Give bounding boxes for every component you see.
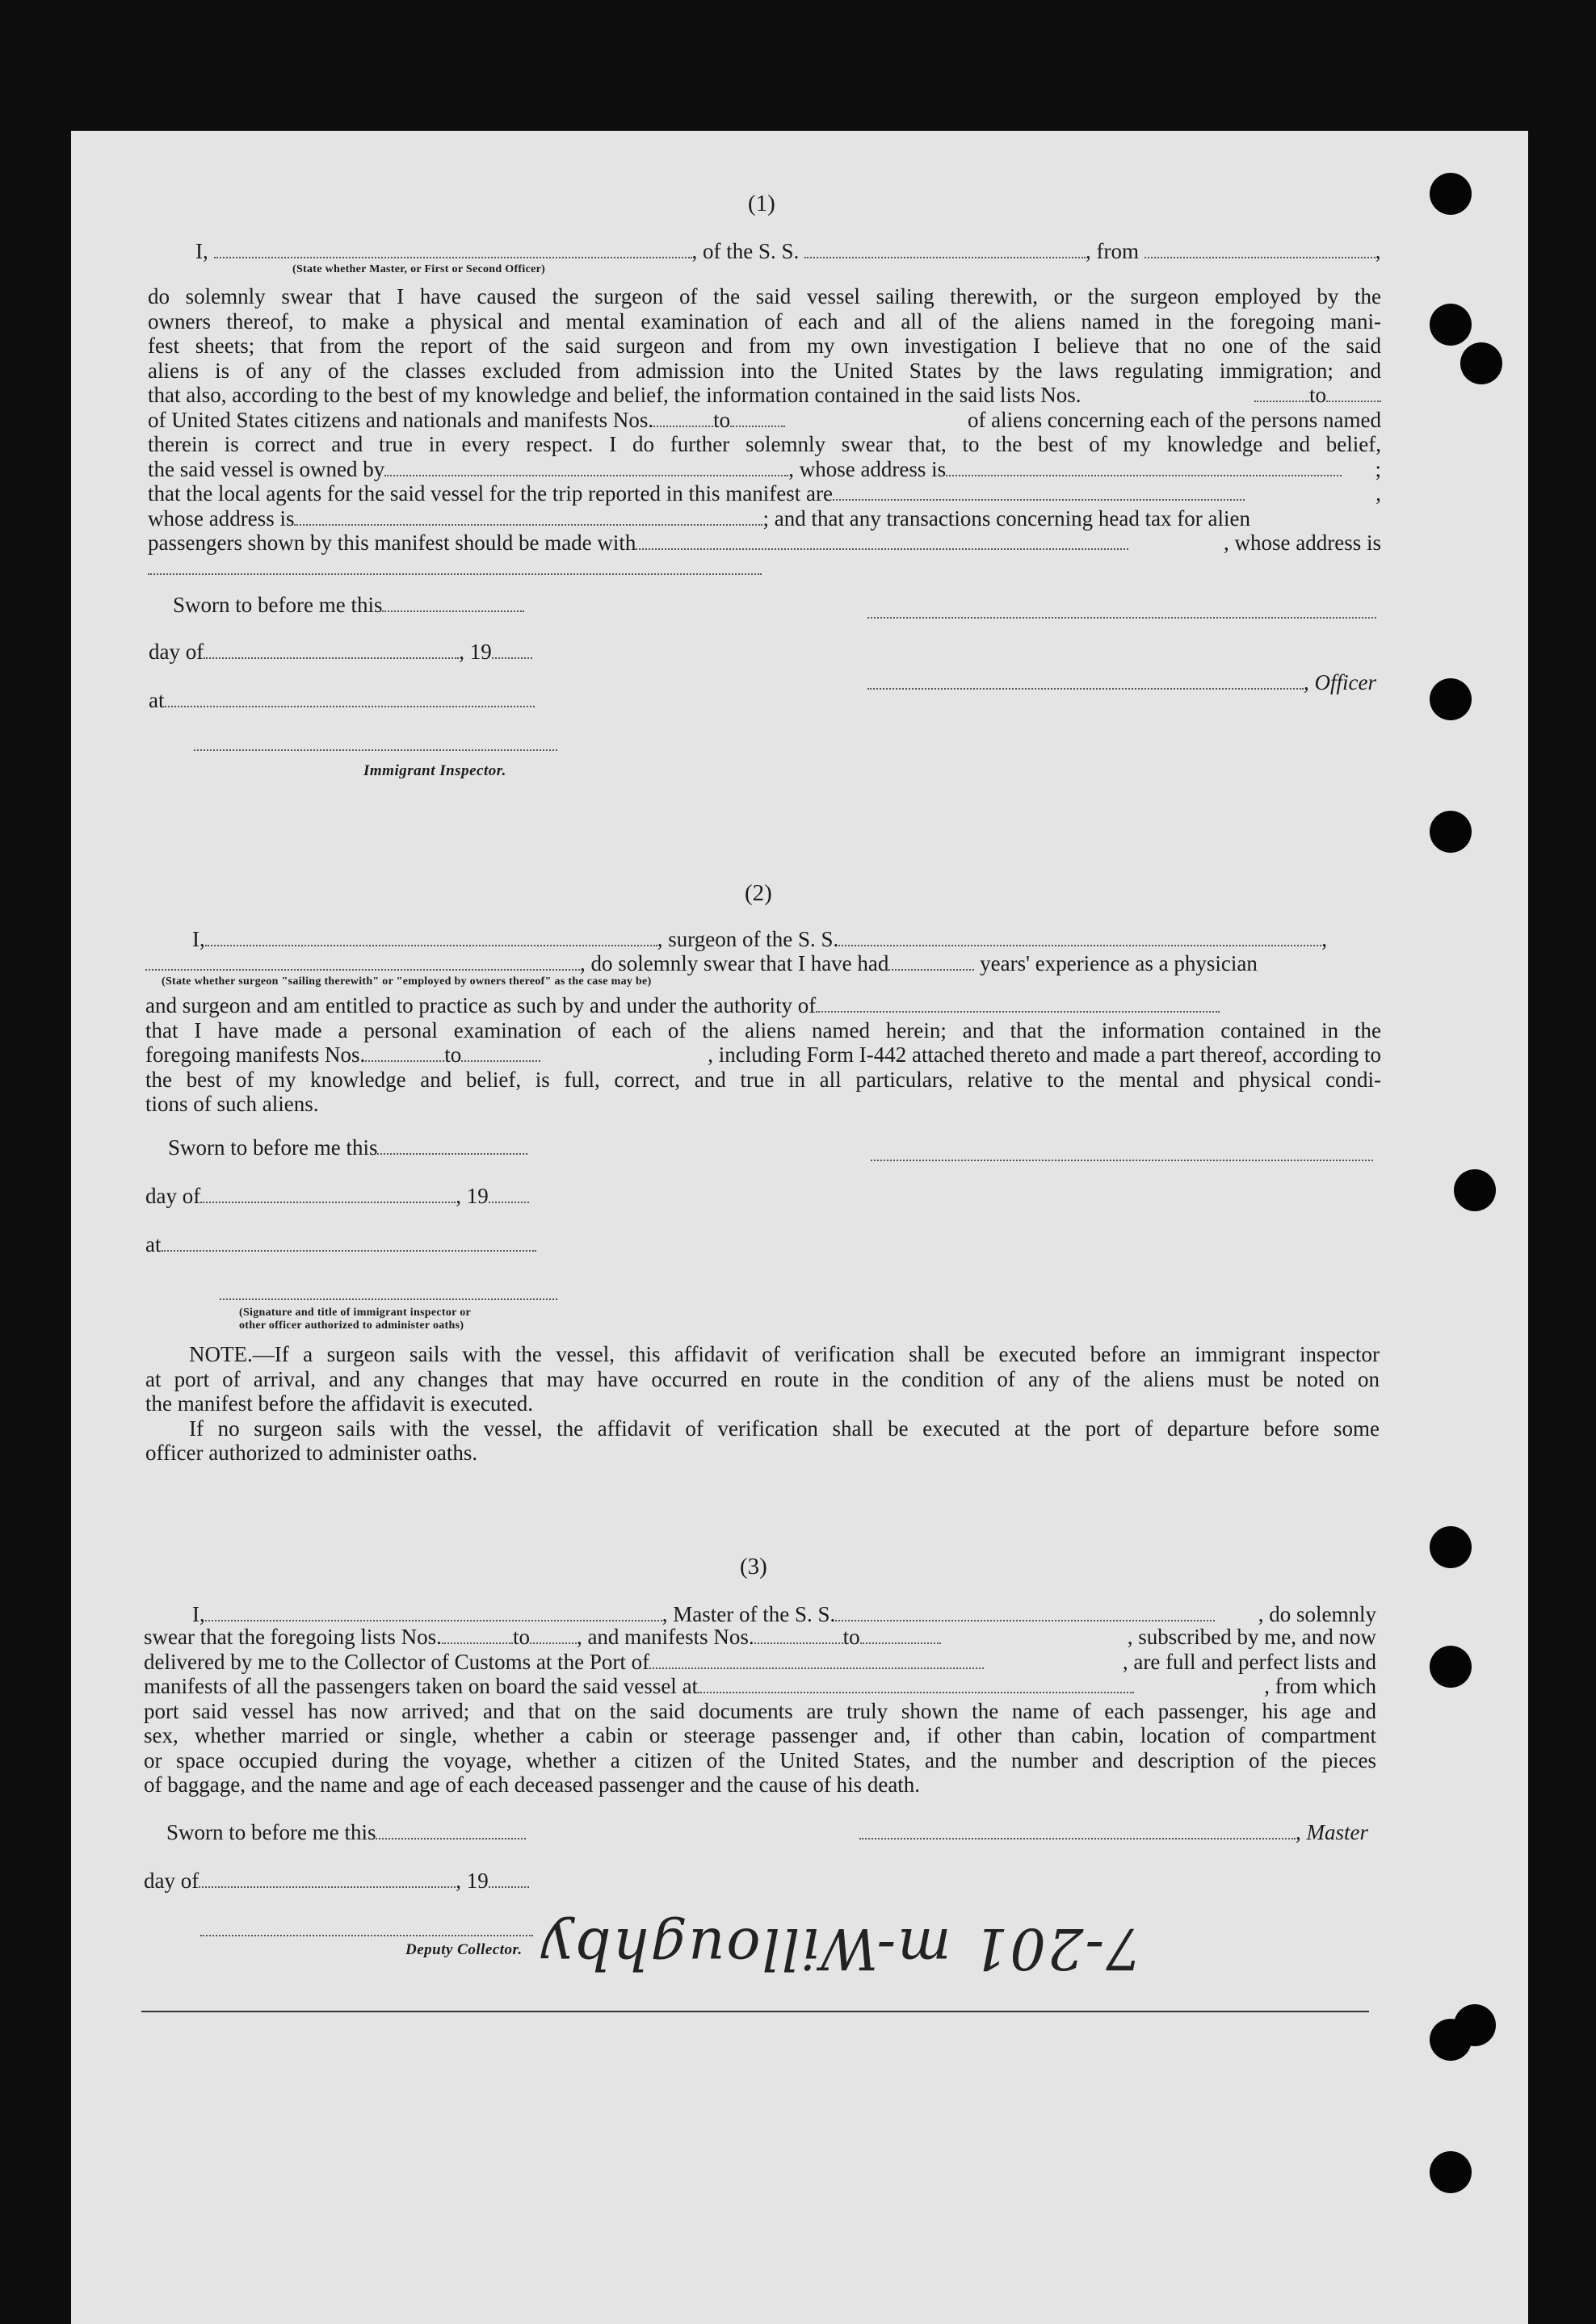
para-text: that the local agents for the said vessel for the trip reported in this manifest are: [148, 481, 833, 505]
para-line: foregoing manifests Nos. to , including Form I-442 attached thereto and made a part thereof, according to: [145, 1042, 1381, 1067]
blank-day[interactable]: [204, 641, 459, 659]
blank-manifests-to-3[interactable]: [860, 1626, 941, 1644]
section2-paragraph: [145, 993, 1381, 1117]
blank-agents-address[interactable]: [294, 508, 762, 526]
label-swear: , do solemnly swear that I have had: [580, 951, 889, 975]
blank-vessel-name-2[interactable]: [838, 929, 1321, 946]
blank-officer-signature[interactable]: [867, 672, 1304, 690]
caption-master: (State whether Master, or First or Second Officer): [292, 263, 546, 275]
blank-owner-address[interactable]: [946, 459, 1342, 476]
blank-vessel-name[interactable]: [804, 241, 1086, 258]
blank-officer-name[interactable]: [214, 241, 692, 258]
para-line: or space occupied during the voyage, whether a citizen of the United States, and the number and description of the pieces: [144, 1747, 1376, 1772]
label-year: , 19: [456, 1869, 489, 1893]
para-line: the best of my knowledge and belief, is full, correct, and true in all particulars, relative to the mental and physical condi-: [145, 1067, 1381, 1092]
label-from: , from: [1086, 239, 1139, 263]
punch-hole: [1430, 304, 1472, 346]
signature-line-officer[interactable]: [867, 617, 1376, 619]
blank-sworn-date[interactable]: [382, 594, 524, 612]
para-line-headtax: [148, 531, 1381, 556]
para-line-address: [148, 506, 1381, 531]
para-text: ; and that any transactions concerning head tax for alien: [762, 505, 1251, 531]
para-text: , whose address is: [1224, 531, 1381, 555]
blank-year-3[interactable]: [489, 1870, 529, 1888]
blank-authority[interactable]: [816, 995, 1220, 1013]
para-line: that I have made a personal examination of each of the aliens named herein; and that the information contained in the: [145, 1017, 1381, 1042]
para-text: passengers shown by this manifest should be made with: [148, 531, 636, 555]
label-officer: , Officer: [1304, 670, 1376, 694]
punch-hole: [1430, 811, 1472, 853]
label-sworn: Sworn to before me this: [173, 593, 383, 617]
label-year: , 19: [456, 1184, 489, 1208]
caption-signature-1: (Signature and title of immigrant inspector or: [239, 1307, 472, 1319]
section3-paragraph: [144, 1625, 1376, 1798]
blank-master-signature[interactable]: [859, 1822, 1296, 1839]
para-line-agents: that the local agents for the said vessel for the trip reported in this manifest are ,: [148, 481, 1381, 505]
para-line-blank: [148, 556, 1381, 581]
punch-hole: [1430, 678, 1472, 720]
label-at: at: [145, 1232, 162, 1256]
signature-line-deputy[interactable]: [200, 1935, 533, 1936]
punch-hole: [1454, 1169, 1496, 1211]
para-line: fest sheets; that from the report of the said surgeon and from my own investigation I believe that no one of the said: [148, 333, 1381, 358]
sworn-row-2: [168, 1135, 527, 1160]
label-deputy-collector: Deputy Collector.: [405, 1941, 523, 1958]
blank-manifests-from-2[interactable]: [365, 1044, 444, 1062]
para-line: do solemnly swear that I have caused the surgeon of the said vessel sailing therewith, or the surgeon employed by the: [148, 284, 1381, 308]
signature-line-surgeon[interactable]: [871, 1160, 1373, 1161]
blank-day-2[interactable]: [200, 1185, 456, 1203]
blank-surgeon-type[interactable]: [145, 953, 580, 971]
label-at: at: [149, 688, 165, 712]
blank-port-taken[interactable]: [698, 1676, 1134, 1693]
section-number-1: (1): [748, 191, 775, 216]
para-line: sex, whether married or single, whether a cabin or steerage passenger and, if other than cabin, location of compartment: [144, 1723, 1376, 1747]
para-line-owned: the said vessel is owned by , whose address is ;: [148, 456, 1381, 481]
note-line: at port of arrival, and any changes that may have occurred en route in the condition of any of the aliens must be noted on: [145, 1366, 1380, 1391]
para-line: delivered by me to the Collector of Customs at the Port of , are full and perfect lists and: [144, 1649, 1376, 1674]
at-row-1: [149, 688, 535, 713]
blank-surgeon-name[interactable]: [205, 929, 657, 946]
para-text: whose address is: [148, 505, 295, 531]
blank-owner[interactable]: [384, 459, 788, 476]
label-i: I,: [192, 1602, 205, 1626]
para-line: port said vessel has now arrived; and that on the said documents are truly shown the name of each passenger, his age and: [144, 1698, 1376, 1723]
handwritten-annotation: 7-201 m-Willoughby: [540, 1915, 1142, 1982]
blank-manifests-to-2[interactable]: [461, 1044, 540, 1062]
para-text: the said vessel is owned by: [148, 456, 385, 481]
para-line-manifests: [148, 408, 1381, 433]
label-i: I,: [192, 927, 205, 951]
caption-surgeon: (State whether surgeon "sailing therewith" or "employed by owners thereof" as the case may be): [162, 975, 652, 988]
para-line: manifests of all the passengers taken on board the said vessel at , from which: [144, 1674, 1376, 1698]
blank-sworn-date-3[interactable]: [376, 1822, 526, 1839]
section-number-3: (3): [740, 1554, 767, 1579]
label-of-ss: , of the S. S.: [691, 239, 800, 263]
para-line: therein is correct and true in every respect. I do further solemnly swear that, to the best of my knowledge and belief,: [148, 432, 1381, 456]
para-text: of aliens concerning each of the persons named: [967, 407, 1381, 432]
blank-manifests-from[interactable]: [653, 409, 713, 427]
label-immigrant-inspector: Immigrant Inspector.: [363, 762, 506, 779]
label-day-of: day of: [145, 1184, 201, 1208]
note-line: NOTE.—If a surgeon sails with the vessel, this affidavit of verification shall be executed before an immigrant inspector: [189, 1342, 1380, 1366]
label-master-of: , Master of the S. S.: [662, 1602, 836, 1626]
section2-line2: [145, 951, 1381, 976]
label-sworn: Sworn to before me this: [168, 1135, 378, 1160]
para-line: swear that the foregoing lists Nos. to , and manifests Nos. to , subscribed by me, and now: [144, 1625, 1376, 1649]
note-line: the manifest before the affidavit is executed.: [145, 1391, 534, 1416]
para-line: of baggage, and the name and age of each deceased passenger and the cause of his death.: [144, 1772, 921, 1797]
label-year: , 19: [459, 640, 492, 664]
at-row-2: [145, 1232, 536, 1257]
para-line: and surgeon and am entitled to practice as such by and under the authority of: [145, 993, 1381, 1018]
bottom-rule: [141, 2011, 1369, 2012]
section-number-2: (2): [745, 880, 772, 906]
sworn-row-1: [173, 593, 524, 618]
blank-vessel-name-3[interactable]: [835, 1604, 1215, 1621]
blank-port[interactable]: [649, 1651, 984, 1669]
blank-from-port[interactable]: [1144, 241, 1376, 258]
blank-head-tax-party[interactable]: [636, 532, 1128, 550]
blank-day-3[interactable]: [199, 1870, 456, 1888]
blank-year[interactable]: [492, 641, 532, 659]
blank-manifests-to[interactable]: [730, 409, 785, 427]
blank-lists-to[interactable]: [1326, 384, 1381, 402]
blank-lists-to-3[interactable]: [530, 1626, 577, 1644]
section2-line1: I, , surgeon of the S. S. ,: [192, 927, 1328, 951]
label-master: , Master: [1296, 1820, 1368, 1844]
para-text: of United States citizens and nationals and manifests Nos.: [148, 407, 654, 432]
para-text: that also, according to the best of my knowledge and belief, the information contained in the said lists Nos.: [148, 383, 1082, 407]
punch-hole: [1460, 342, 1502, 384]
note-line: If no surgeon sails with the vessel, the affidavit of verification shall be executed at the port of departure before some: [189, 1416, 1380, 1441]
para-line: tions of such aliens.: [145, 1092, 319, 1116]
note-paragraph: [145, 1342, 1380, 1466]
blank-lists-from[interactable]: [1254, 384, 1309, 402]
day-row-3: [144, 1869, 529, 1894]
label-i: I,: [195, 239, 208, 263]
para-line: owners thereof, to make a physical and mental examination of each and all of the aliens named in the foregoing mani-: [148, 308, 1381, 333]
signature-line-inspector[interactable]: [194, 749, 557, 751]
label-do-solemnly: , do solemnly: [1258, 1602, 1376, 1626]
para-line-lists: [148, 383, 1381, 408]
label-day-of: day of: [149, 640, 204, 664]
note-line: officer authorized to administer oaths.: [145, 1441, 478, 1465]
para-line: aliens is of any of the classes excluded from admission into the United States by the laws regulating immigration; and: [148, 358, 1381, 383]
label-years: years' experience as a physician: [980, 951, 1258, 975]
sworn-row-3: [166, 1820, 526, 1845]
blank-manifests-from-3[interactable]: [754, 1626, 843, 1644]
para-text: , whose address is: [788, 456, 947, 481]
label-day-of: day of: [144, 1869, 200, 1893]
blank-years[interactable]: [888, 953, 974, 971]
master-row: [859, 1820, 1368, 1845]
officer-row: [867, 670, 1376, 695]
signature-line-inspector-2[interactable]: [220, 1298, 557, 1300]
blank-lists-from-3[interactable]: [442, 1626, 513, 1644]
caption-signature-2: other officer authorized to administer oaths): [239, 1319, 464, 1332]
blank-master-name[interactable]: [205, 1604, 662, 1621]
punch-hole: [1430, 2151, 1472, 2193]
punch-hole: [1430, 173, 1472, 215]
day-row-1: [149, 640, 532, 665]
punch-hole: [1454, 2004, 1496, 2046]
blank-head-tax-address[interactable]: [148, 557, 762, 575]
blank-local-agents[interactable]: [833, 483, 1245, 501]
blank-year-2[interactable]: [489, 1185, 529, 1203]
section1-paragraph: [148, 284, 1381, 580]
blank-sworn-date-2[interactable]: [377, 1137, 527, 1155]
label-surgeon-of: , surgeon of the S. S.: [657, 927, 839, 951]
punch-hole: [1430, 1646, 1472, 1688]
label-sworn: Sworn to before me this: [166, 1820, 376, 1844]
day-row-2: [145, 1184, 529, 1209]
blank-at-2[interactable]: [162, 1234, 536, 1252]
section1-line1: I, , of the S. S. , from ,: [195, 239, 1381, 263]
label-to: to: [713, 407, 731, 432]
section3-line1: [192, 1602, 1376, 1627]
blank-at[interactable]: [165, 690, 535, 707]
label-to: to: [1308, 383, 1326, 407]
punch-hole: [1430, 1526, 1472, 1568]
